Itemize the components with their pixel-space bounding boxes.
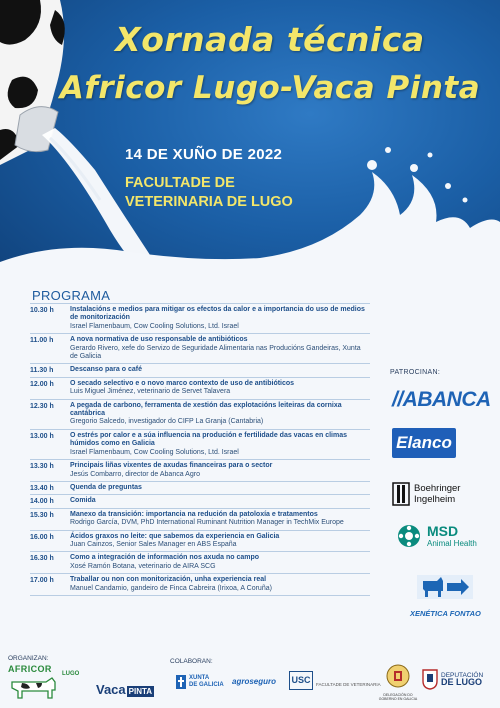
- schedule-row: [30, 508, 370, 530]
- schedule-row: [30, 573, 370, 596]
- delegacion-goberno-logo: [374, 664, 422, 701]
- coat-of-arms-icon: [385, 664, 411, 688]
- msd-logo: [397, 523, 477, 548]
- schedule-speaker: Gerardo Rivero, xefe do Servizo de Seguridade Alimentaria nas Producións Gandeiras, Xunta de Galicia: [70, 344, 361, 361]
- schedule-time: 10.30 h: [30, 307, 54, 314]
- shield-icon: [422, 668, 438, 690]
- xunta-line1: XUNTA: [189, 675, 210, 681]
- vaca-word: Vaca: [96, 682, 126, 697]
- schedule-time: 13.40 h: [30, 484, 54, 492]
- schedule-time: 16.00 h: [30, 533, 54, 541]
- schedule-speaker: Israel Flamenbaum, Cow Cooling Solutions, Ltd. Israel: [70, 322, 239, 330]
- agroseguro-logo: agroseguro: [232, 677, 277, 686]
- schedule-title: A pegada de carbono, ferramenta de xestión das explotacións leiteiras da cornixa cantábrica: [70, 401, 342, 418]
- venue-line1: FACULTADE DE: [125, 175, 235, 191]
- programa-heading: PROGRAMA: [32, 288, 111, 303]
- event-venue: [125, 174, 345, 212]
- msd-emblem-icon: [397, 524, 421, 548]
- schedule-title: Ácidos graxos no leite: que sabemos da experiencia en Galicia: [70, 532, 280, 540]
- event-title-line1: Xornada técnica: [115, 20, 425, 59]
- schedule-title: Quenda de preguntas: [70, 483, 142, 491]
- schedule-time: 16.30 h: [30, 555, 54, 563]
- schedule-row: [30, 303, 370, 333]
- africor-lugo-logo: [8, 664, 60, 705]
- collaborators-label: COLABORAN:: [170, 658, 213, 665]
- pinta-word: PINTA: [128, 687, 153, 696]
- venue-line2: VETERINARIA DE LUGO: [125, 194, 293, 210]
- schedule-row: [30, 530, 370, 552]
- cow-icon: [8, 674, 60, 700]
- schedule-time: 11.00 h: [30, 337, 54, 345]
- schedule-speaker: Jesús Combarro, director de Abanca Agro: [70, 470, 200, 478]
- schedule-time: 12.30 h: [30, 402, 54, 410]
- xunta-line2: DE GALICIA: [189, 682, 224, 688]
- xenetica-fontao-logo: [410, 571, 481, 618]
- schedule-row: [30, 459, 370, 481]
- schedule-speaker: Manuel Candamio, gandeiro de Finca Cabreira (Irixoa, A Coruña): [70, 584, 272, 592]
- schedule-title: Descanso para o café: [70, 366, 142, 374]
- deputacion-line1: DEPUTACIÓN: [441, 671, 484, 679]
- schedule-title: Como a integración de información nos axuda no campo: [70, 554, 260, 562]
- deputacion-line2: [441, 676, 483, 687]
- vaca-pinta-logo: [96, 682, 154, 698]
- schedule-row: [30, 494, 370, 507]
- abanca-logo: //ABANCA: [392, 388, 491, 411]
- schedule-speaker: Xosé Ramón Botana, veterinario de AIRA SCG: [70, 562, 216, 570]
- schedule-row: [30, 399, 370, 429]
- sponsors-label: PATROCINAN:: [390, 369, 441, 376]
- organizers-label: ORGANIZAN:: [8, 655, 49, 662]
- deputacion-lugo-logo: [422, 668, 483, 690]
- boehringer-logo: [392, 482, 460, 506]
- schedule-time: 13.30 h: [30, 463, 54, 471]
- schedule-title: O secado selectivo e o novo marco contexto de uso de antibióticos: [70, 379, 295, 387]
- elanco-logo: Elanco: [392, 428, 456, 458]
- cow-arrow-icon: [417, 571, 473, 603]
- schedule-title: A nova normativa de uso responsable de antibióticos: [70, 336, 248, 344]
- schedule-row: [30, 333, 370, 363]
- schedule-title: Manexo da transición: importancia na redución da patoloxía e tratamentos: [70, 510, 318, 518]
- schedule-title: O estrés por calor e a súa influencia na produción e fertilidade das vacas en climas húmidos como en Galicia: [70, 431, 347, 448]
- boehringer-name-line1: Boehringer: [414, 483, 461, 494]
- schedule-time: 12.00 h: [30, 380, 54, 388]
- schedule-time: 14.00 h: [30, 498, 54, 506]
- schedule-title: Principais liñas vixentes de axudas financeiras para o sector: [70, 462, 273, 470]
- schedule-title: Comida: [70, 497, 96, 505]
- schedule-title: Traballar ou non con monitorización, unha experiencia real: [70, 576, 267, 584]
- schedule-list: [30, 303, 370, 596]
- event-title-line2: Africor Lugo-Vaca Pinta: [59, 70, 481, 106]
- usc-logo: [289, 671, 313, 690]
- boehringer-emblem-icon: [392, 482, 410, 506]
- schedule-title: Instalacións e medios para mitigar os efectos da calor e a importancia do uso de medios de monitorización: [70, 306, 365, 322]
- schedule-time: 11.30 h: [30, 367, 54, 375]
- boehringer-name-line2: Ingelheim: [414, 494, 456, 505]
- deputacion-line2-text: DE LUGO: [441, 676, 483, 687]
- schedule-speaker: Gregorio Salcedo, investigador do CIFP La Granja (Cantabria): [70, 418, 264, 426]
- schedule-row: [30, 429, 370, 459]
- lugo-vertical-text: LUGO: [62, 671, 80, 677]
- schedule-time: 15.30 h: [30, 511, 54, 519]
- schedule-speaker: Luis Miguel Jiménez, veterinario de Servet Talavera: [70, 388, 231, 396]
- schedule-time: 17.00 h: [30, 577, 54, 585]
- hero-banner: [0, 0, 500, 300]
- xenetica-name: XENÉTICA FONTAO: [410, 609, 481, 618]
- schedule-speaker: Juan Cainzos, Senior Sales Manager en ABS España: [70, 540, 237, 548]
- event-date: 14 DE XUÑO DE 2022: [125, 146, 283, 163]
- msd-subtitle: Animal Health: [427, 539, 477, 548]
- schedule-row: [30, 481, 370, 494]
- schedule-speaker: Israel Flamenbaum, Cow Cooling Solutions, Ltd. Israel: [70, 448, 239, 456]
- schedule-speaker: Rodrigo García, DVM, PhD International Ruminant Nutrition Manager in TechMix Europe: [70, 519, 344, 527]
- schedule-row: [30, 363, 370, 376]
- schedule-row: [30, 377, 370, 399]
- africor-name: AFRICOR: [8, 664, 52, 674]
- schedule-time: 13.00 h: [30, 432, 54, 440]
- msd-name: MSD: [427, 523, 459, 539]
- schedule-row: [30, 551, 370, 573]
- xunta-cross-icon: [176, 675, 186, 689]
- xunta-logo: [176, 675, 224, 689]
- delegacion-text: DELEGACIÓN DO GOBERNO EN GALICIA: [378, 693, 418, 701]
- facultade-veterinaria-logo: FACULTADE DE VETERINARIA: [316, 682, 381, 687]
- usc-name: USC: [289, 671, 313, 690]
